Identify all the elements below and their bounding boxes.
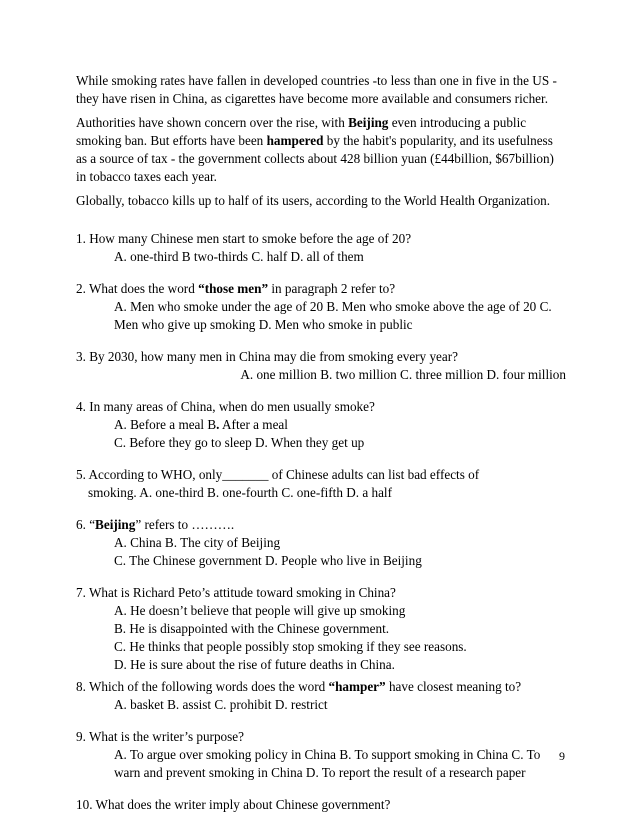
question-5-stem: 5. According to WHO, only_______ of Chinese adults can list bad effects of	[76, 467, 480, 482]
question-2	[76, 280, 566, 334]
paragraph-3: Globally, tobacco kills up to half of its users, according to the World Health Organization.	[76, 193, 551, 208]
document-page	[76, 72, 566, 814]
paragraph-2-text-c: even introducing a public smoking ban. But efforts have been	[76, 115, 527, 148]
question-7	[76, 584, 566, 674]
question-9	[76, 728, 566, 782]
question-9-stem: 9. What is the writer’s purpose?	[76, 729, 244, 744]
question-6-stem-a: 6. “	[76, 517, 96, 532]
beijing-quote-bold: Beijing	[95, 517, 136, 532]
question-8-options: A. basket B. assist C. prohibit D. restrict	[114, 697, 328, 712]
question-10-stem: 10. What does the writer imply about Chinese government?	[76, 797, 391, 812]
question-6-stem-c: ” refers to ……….	[135, 517, 235, 532]
question-4-options-1	[114, 416, 566, 434]
question-3	[76, 348, 566, 384]
question-6-stem	[76, 516, 566, 534]
question-7-option-d: D. He is sure about the rise of future deaths in China.	[114, 657, 395, 672]
question-10	[76, 796, 566, 814]
question-1-stem: 1. How many Chinese men start to smoke before the age of 20?	[76, 231, 412, 246]
question-7-option-a: A. He doesn’t believe that people will give up smoking	[114, 603, 406, 618]
hampered-bold: hampered	[266, 133, 324, 148]
question-6	[76, 516, 566, 570]
question-8-stem-a: 8. Which of the following words does the word	[76, 679, 329, 694]
question-4-opt-c: After a meal	[219, 417, 288, 432]
hamper-bold: “hamper”	[328, 679, 386, 694]
question-5	[76, 466, 566, 502]
question-8-stem	[76, 678, 566, 696]
question-4-stem: 4. In many areas of China, when do men usually smoke?	[76, 399, 375, 414]
question-6-options-1: A. China B. The city of Beijing	[114, 535, 281, 550]
those-men-bold: “those men”	[198, 281, 269, 296]
question-1	[76, 230, 566, 266]
question-6-options-2: C. The Chinese government D. People who live in Beijing	[114, 553, 422, 568]
paragraph-2	[76, 114, 566, 186]
paragraph-2-text-a: Authorities have shown concern over the rise, with	[76, 115, 349, 130]
question-2-stem-a: 2. What does the word	[76, 281, 199, 296]
question-1-options: A. one-third B two-thirds C. half D. all of them	[114, 249, 364, 264]
question-3-stem: 3. By 2030, how many men in China may die from smoking every year?	[76, 349, 458, 364]
question-2-options: A. Men who smoke under the age of 20 B. Men who smoke above the age of 20 C. Men who give up smoking D. Men who smoke in public	[114, 299, 552, 332]
question-2-stem	[76, 280, 566, 298]
question-8-stem-c: have closest meaning to?	[385, 679, 522, 694]
question-7-option-b: B. He is disappointed with the Chinese government.	[114, 621, 390, 636]
paragraph-2-text-e: by the habit's popularity, and its usefulness as a source of tax - the government collects about 428 billion yuan (£44billion, $67billion) in tobacco taxes each year.	[76, 133, 554, 184]
question-3-options: A. one million B. two million C. three million D. four million	[240, 367, 566, 382]
page-number: 9	[559, 749, 565, 763]
paragraph-1: While smoking rates have fallen in developed countries -to less than one in five in the US - they have risen in China, as cigarettes have become more available and consumers richer.	[76, 73, 557, 106]
question-9-options: A. To argue over smoking policy in China B. To support smoking in China C. To warn and prevent smoking in China D. To report the result of a research paper	[114, 747, 541, 780]
question-8	[76, 678, 566, 714]
question-4-opt-dot: .	[216, 417, 220, 432]
question-4	[76, 398, 566, 452]
question-4-opt-a: A. Before a meal B	[114, 417, 217, 432]
question-7-option-c: C. He thinks that people possibly stop smoking if they see reasons.	[114, 639, 467, 654]
beijing-bold: Beijing	[348, 115, 389, 130]
question-7-stem: 7. What is Richard Peto’s attitude toward smoking in China?	[76, 585, 396, 600]
question-2-stem-c: in paragraph 2 refer to?	[268, 281, 396, 296]
question-5-options: smoking. A. one-third B. one-fourth C. one-fifth D. a half	[88, 485, 392, 500]
question-4-options-2: C. Before they go to sleep D. When they get up	[114, 435, 365, 450]
